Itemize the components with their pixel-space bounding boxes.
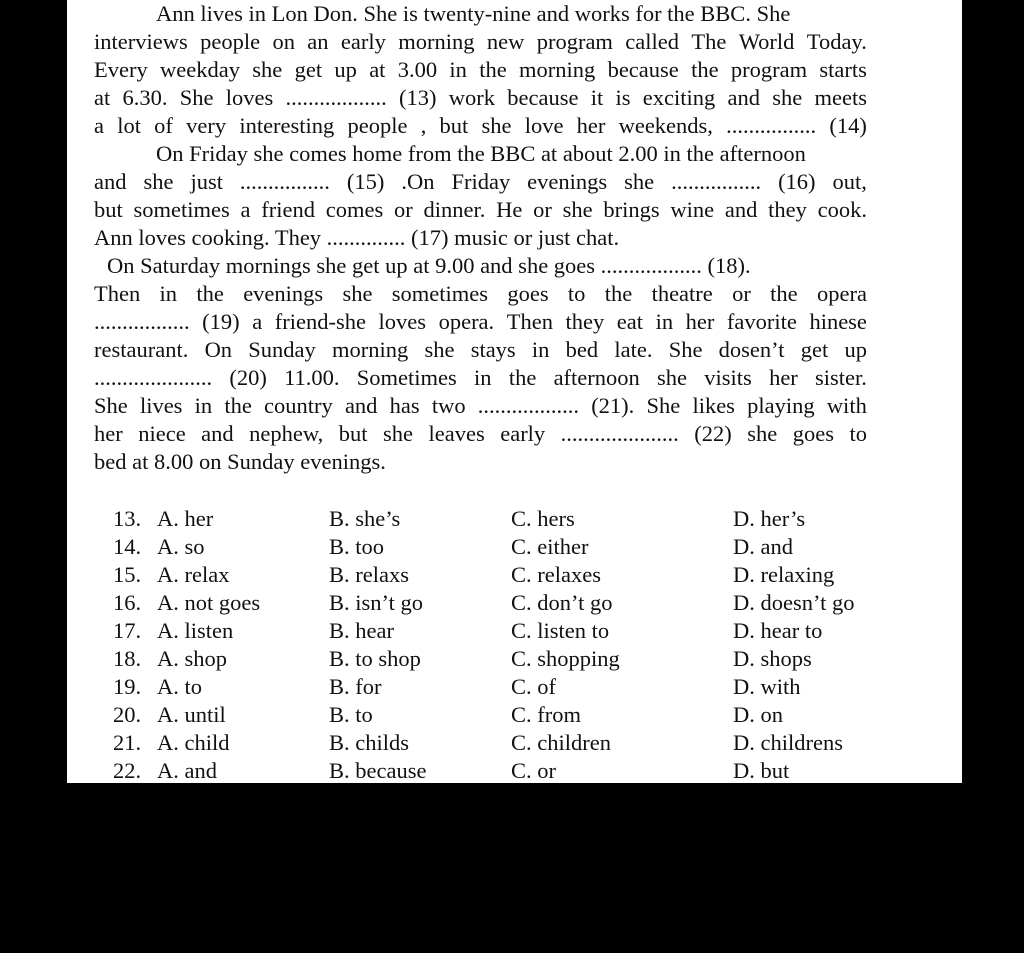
option-d: D. shops	[733, 646, 812, 671]
passage-line: ................. (19) a friend-she loves opera. Then they eat in her favorite hinese	[94, 309, 867, 334]
question-number: 17.	[113, 618, 142, 643]
option-b: B. because	[329, 758, 427, 783]
option-c: C. relaxes	[511, 562, 601, 587]
question-row	[67, 505, 962, 533]
option-d: D. relaxing	[733, 562, 835, 587]
passage-line: and she just ................ (15) .On Friday evenings she ................ (16) out,	[94, 169, 867, 194]
option-d: D. her’s	[733, 506, 806, 531]
option-d: D. childrens	[733, 730, 843, 755]
passage-line: On Friday she comes home from the BBC at about 2.00 in the afternoon	[156, 141, 806, 166]
option-d: D. but	[733, 758, 790, 783]
option-b: B. childs	[329, 730, 410, 755]
option-a: A. relax	[157, 562, 230, 587]
option-d: D. hear to	[733, 618, 823, 643]
option-a: A. her	[157, 506, 214, 531]
question-row	[67, 617, 962, 645]
option-c: C. don’t go	[511, 590, 613, 615]
question-number: 13.	[113, 506, 142, 531]
option-b: B. to	[329, 702, 373, 727]
option-c: C. of	[511, 674, 556, 699]
option-d: D. on	[733, 702, 783, 727]
passage-line: ..................... (20) 11.00. Sometimes in the afternoon she visits her sister.	[94, 365, 867, 390]
question-number: 16.	[113, 590, 142, 615]
option-c: C. or	[511, 758, 556, 783]
option-d: D. doesn’t go	[733, 590, 855, 615]
question-number: 21.	[113, 730, 142, 755]
question-number: 22.	[113, 758, 142, 783]
option-b: B. hear	[329, 618, 394, 643]
option-c: C. hers	[511, 506, 575, 531]
question-row	[67, 729, 962, 757]
question-row	[67, 533, 962, 561]
passage-line: bed at 8.00 on Sunday evenings.	[94, 449, 386, 474]
option-b: B. relaxs	[329, 562, 409, 587]
passage-line: interviews people on an early morning new program called The World Today.	[94, 29, 867, 54]
option-c: C. either	[511, 534, 589, 559]
question-number: 20.	[113, 702, 142, 727]
option-b: B. too	[329, 534, 385, 559]
question-number: 18.	[113, 646, 142, 671]
option-a: A. to	[157, 674, 202, 699]
question-row	[67, 701, 962, 729]
reading-passage	[94, 0, 867, 476]
passage-line: her niece and nephew, but she leaves early ..................... (22) she goes to	[94, 421, 867, 446]
option-d: D. and	[733, 534, 793, 559]
option-c: C. from	[511, 702, 581, 727]
option-b: B. for	[329, 674, 382, 699]
option-d: D. with	[733, 674, 801, 699]
option-b: B. to shop	[329, 646, 421, 671]
option-b: B. isn’t go	[329, 590, 423, 615]
question-row	[67, 673, 962, 701]
passage-line: but sometimes a friend comes or dinner. He or she brings wine and they cook.	[94, 197, 867, 222]
passage-line: Ann lives in Lon Don. She is twenty-nine and works for the BBC. She	[156, 1, 791, 26]
question-row	[67, 561, 962, 589]
passage-line: On Saturday mornings she get up at 9.00 and she goes .................. (18).	[107, 253, 751, 278]
question-row	[67, 757, 962, 785]
passage-line: a lot of very interesting people , but she love her weekends, ................ (14)	[94, 113, 867, 138]
option-a: A. listen	[157, 618, 234, 643]
passage-line: at 6.30. She loves .................. (13) work because it is exciting and she meets	[94, 85, 867, 110]
option-a: A. so	[157, 534, 205, 559]
passage-line: Ann loves cooking. They .............. (17) music or just chat.	[94, 225, 620, 250]
passage-line: Every weekday she get up at 3.00 in the morning because the program starts	[94, 57, 867, 82]
option-a: A. and	[157, 758, 217, 783]
option-c: C. children	[511, 730, 611, 755]
option-a: A. until	[157, 702, 226, 727]
question-number: 19.	[113, 674, 142, 699]
passage-line: Then in the evenings she sometimes goes to the theatre or the opera	[94, 281, 867, 306]
option-a: A. not goes	[157, 590, 261, 615]
document-page	[67, 0, 962, 783]
option-a: A. child	[157, 730, 230, 755]
question-number: 15.	[113, 562, 142, 587]
option-a: A. shop	[157, 646, 228, 671]
option-b: B. she’s	[329, 506, 401, 531]
question-row	[67, 589, 962, 617]
option-c: C. listen to	[511, 618, 610, 643]
question-row	[67, 645, 962, 673]
option-c: C. shopping	[511, 646, 620, 671]
question-number: 14.	[113, 534, 142, 559]
passage-line: restaurant. On Sunday morning she stays in bed late. She dosen’t get up	[94, 337, 867, 362]
passage-line: She lives in the country and has two .................. (21). She likes playing with	[94, 393, 867, 418]
answer-options	[67, 505, 962, 785]
